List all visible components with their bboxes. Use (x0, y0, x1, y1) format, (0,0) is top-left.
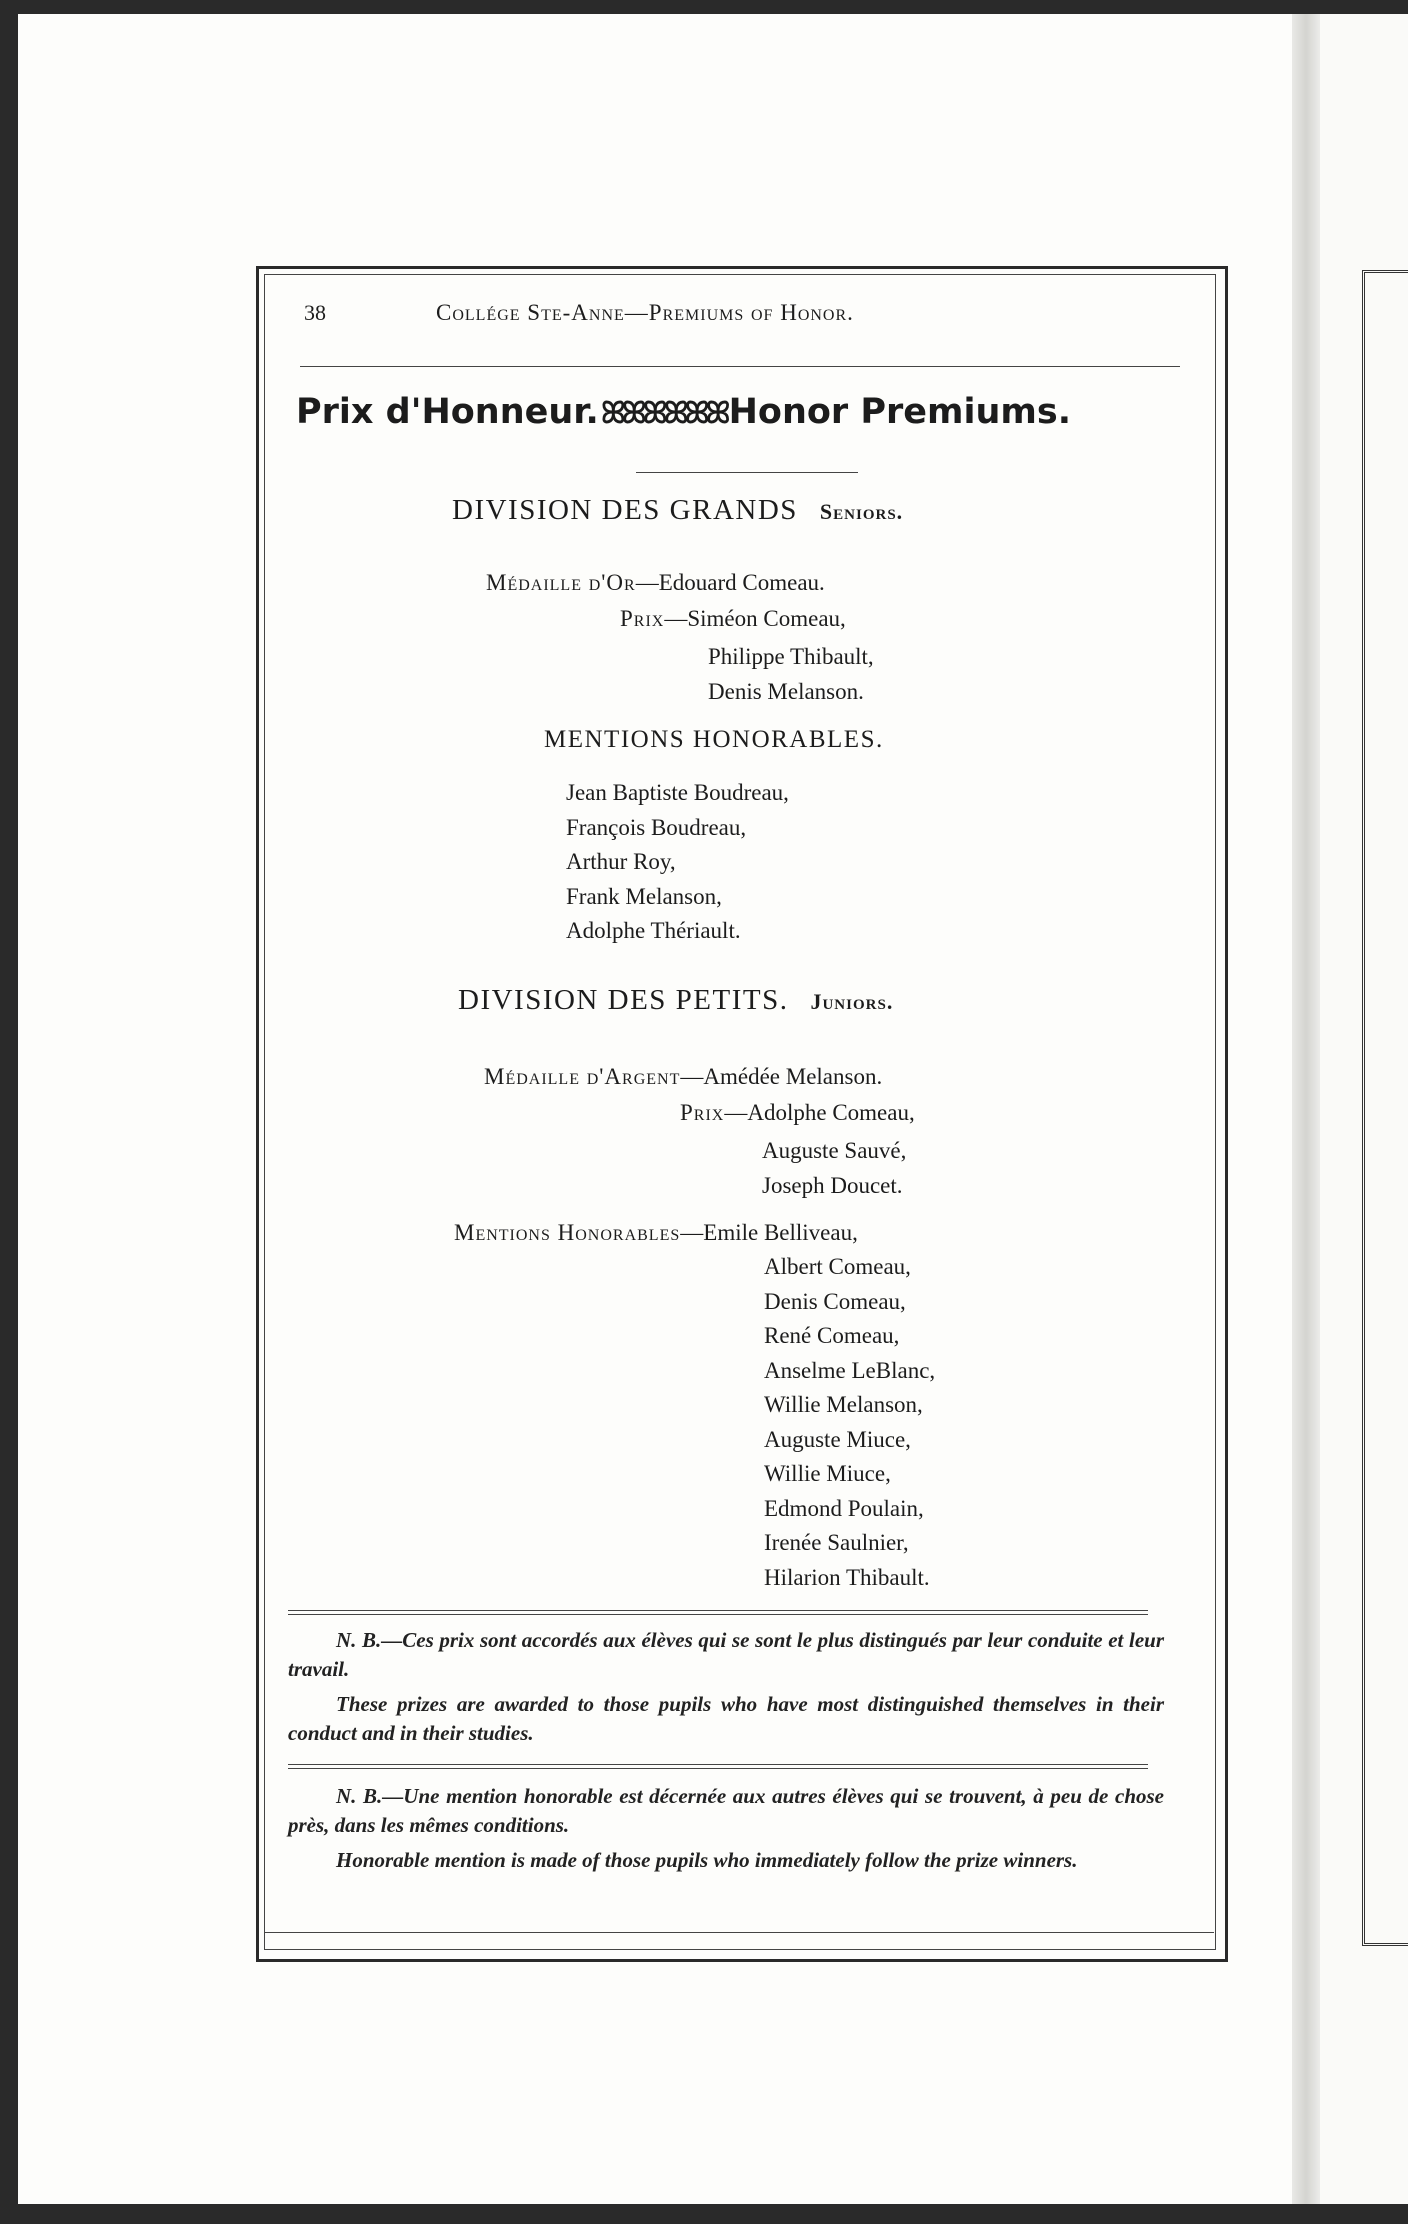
juniors-mentions-line (454, 1218, 858, 1248)
adjacent-page-frame (1362, 270, 1408, 1946)
juniors-prize-winner-1: —Adolphe Comeau, (724, 1100, 915, 1125)
book-gutter (1292, 14, 1320, 2204)
list-item: Denis Comeau, (764, 1288, 906, 1314)
list-item: Albert Comeau, (764, 1254, 911, 1279)
juniors-mentions-list (764, 1250, 935, 1595)
title-rule (636, 472, 858, 473)
juniors-mention-1: —Emile Belliveau, (680, 1220, 858, 1245)
running-header (300, 300, 1160, 340)
seniors-heading-english: Seniors. (819, 499, 904, 524)
list-item: Anselme LeBlanc, (764, 1357, 936, 1383)
seniors-mentions-heading: MENTIONS HONORABLES. (544, 726, 884, 753)
juniors-mentions-label: Mentions Honorables (454, 1220, 681, 1245)
juniors-heading-english: Juniors. (810, 989, 894, 1014)
list-item: Adolphe Thériault. (566, 918, 741, 943)
seniors-prize-label: Prix (620, 606, 665, 631)
list-item: Willie Melanson, (764, 1392, 923, 1417)
page-title (296, 392, 1176, 452)
juniors-medal-winner: —Amédée Melanson. (680, 1064, 883, 1089)
list-item: Auguste Sauvé, (762, 1138, 907, 1163)
list-item: Philippe Thibault, (708, 644, 874, 669)
note-1 (288, 1626, 1164, 1748)
juniors-medal-label: Médaille d'Argent (484, 1064, 681, 1089)
note-1-french: N. B.—Ces prix sont accordés aux élèves qui se sont le plus distingués par leur conduite et leur travail. (288, 1628, 1164, 1681)
seniors-prize-list (708, 640, 874, 709)
list-item: François Boudreau, (566, 814, 747, 840)
list-item: Frank Melanson, (566, 883, 722, 909)
list-item: Joseph Doucet. (762, 1172, 903, 1198)
seniors-medal-winner: —Edouard Comeau. (635, 570, 825, 595)
list-item: Hilarion Thibault. (764, 1564, 930, 1590)
list-item: Jean Baptiste Boudreau, (566, 780, 789, 805)
seniors-heading-french: DIVISION DES GRANDS (452, 494, 798, 526)
seniors-heading (452, 494, 903, 527)
juniors-medal-line (484, 1062, 882, 1092)
note-rule-1b (288, 1614, 1148, 1615)
juniors-heading-french: DIVISION DES PETITS. (458, 984, 789, 1016)
header-rule (300, 366, 1180, 367)
list-item: Willie Miuce, (764, 1461, 891, 1486)
list-item: Auguste Miuce, (764, 1426, 911, 1452)
list-item: Irenée Saulnier, (764, 1530, 909, 1555)
seniors-mentions-list (566, 776, 789, 949)
seniors-medal-label: Médaille d'Or (486, 570, 636, 595)
list-item: Arthur Roy, (566, 849, 676, 874)
note-2 (288, 1782, 1164, 1875)
note-rule-1 (288, 1610, 1148, 1611)
title-french: Prix d'Honneur. (296, 392, 599, 432)
list-item: René Comeau, (764, 1323, 900, 1348)
note-rule-2b (288, 1768, 1148, 1769)
list-item: Denis Melanson. (708, 678, 864, 704)
bottom-rule (264, 1932, 1214, 1933)
list-item: Edmond Poulain, (764, 1495, 924, 1521)
note-1-english: These prizes are awarded to those pupils who have most distinguished themselves in their conduct and in their studies. (288, 1692, 1164, 1745)
juniors-prize-label: Prix (680, 1100, 725, 1125)
seniors-prize-winner-1: —Siméon Comeau, (664, 606, 846, 631)
title-ornament: ꕤꕤꕤꕤꕤꕤ (600, 396, 727, 431)
note-2-english: Honorable mention is made of those pupils who immediately follow the prize winners. (336, 1848, 1078, 1872)
juniors-prize-line (680, 1098, 915, 1128)
page-number: 38 (304, 300, 326, 325)
juniors-heading (458, 984, 893, 1017)
seniors-medal-line (486, 568, 825, 598)
note-2-french: N. B.—Une mention honorable est décernée aux autres élèves qui se trouvent, à peu de chose près, dans les mêmes conditions. (288, 1784, 1164, 1837)
running-head-title: Collége Ste-Anne—Premiums of Honor. (436, 300, 854, 325)
title-english: Honor Premiums. (728, 392, 1071, 432)
note-rule-2 (288, 1764, 1148, 1765)
seniors-prize-line (620, 604, 846, 634)
juniors-prize-list (762, 1134, 906, 1203)
